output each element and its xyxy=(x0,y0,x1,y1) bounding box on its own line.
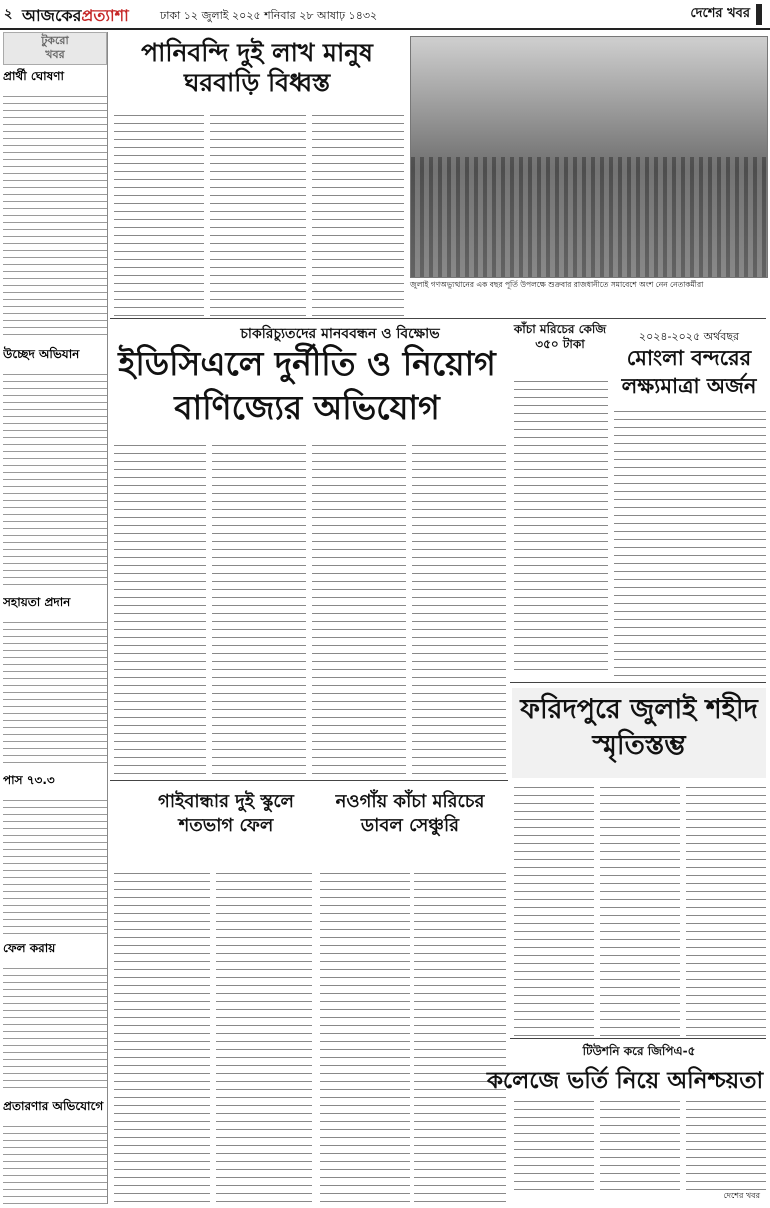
page-header xyxy=(0,0,770,30)
photo-caption: জুলাই গণঅভ্যুত্থানের এক বছর পূর্তি উপলক্ষে শুক্রবার রাজধানীতে সমাবেশে অংশ নেন নেতাকর্মীরা xyxy=(410,280,704,289)
brand-name-b: প্রত্যাশা xyxy=(81,6,129,25)
article-column xyxy=(210,108,306,316)
article-column xyxy=(414,866,506,1204)
briefs-badge xyxy=(3,32,107,65)
kicker-college: টিউশনি করে জিপিএ-৫ xyxy=(582,1044,696,1058)
page-number: ২ xyxy=(4,7,13,22)
article-column xyxy=(600,1094,680,1190)
sidebar-briefs xyxy=(3,32,108,1204)
brief-head: সহায়তা প্রদান xyxy=(3,595,71,609)
article-column xyxy=(686,780,766,1036)
briefs-badge-line1: টুকরো xyxy=(41,34,69,47)
article-column xyxy=(114,866,210,1204)
masthead-logo xyxy=(22,3,129,30)
article-column xyxy=(600,780,680,1036)
article-column xyxy=(686,1094,766,1190)
headline-edcl: ইডিসিএলে দুর্নীতি ও নিয়োগ বাণিজ্যের অভিযোগ xyxy=(118,344,496,427)
article-column xyxy=(312,108,404,316)
brief-body xyxy=(3,90,107,340)
headline-faridpur: ফরিদপুরে জুলাই শহীদ স্মৃতিস্তম্ভ xyxy=(512,688,766,778)
article-column xyxy=(614,404,766,676)
article-column xyxy=(114,108,204,316)
article-column xyxy=(412,438,506,776)
headline-college: কলেজে ভর্তি নিয়ে অনিশ্চয়তা xyxy=(486,1068,764,1094)
headline-gaibandha: গাইবান্ধার দুই স্কুলে শতভাগ ফেল xyxy=(158,791,294,836)
article-column xyxy=(514,374,608,676)
brief-body xyxy=(3,962,107,1092)
section-title: দেশের খবর xyxy=(690,4,762,25)
article-column xyxy=(514,1094,594,1190)
page-footer: দেশের খবর xyxy=(723,1191,760,1200)
brief-body xyxy=(3,368,107,588)
headline-mongla: মোংলা বন্দরের লক্ষ্যমাত্রা অর্জন xyxy=(621,346,757,398)
brief-body xyxy=(3,616,107,766)
headline-flood: পানিবন্দি দুই লাখ মানুষ ঘরবাড়ি বিধ্বস্ত xyxy=(141,38,373,97)
brief-body xyxy=(3,1120,107,1204)
news-photo-rally xyxy=(410,36,768,278)
brief-body xyxy=(3,794,107,934)
headline-chili-a: কাঁচা মরিচের কেজি xyxy=(513,322,607,336)
brief-head: প্রতারণার অভিযোগে xyxy=(3,1099,104,1113)
kicker-mongla: ২০২৪-২০২৫ অর্থবছর xyxy=(638,330,740,343)
headline-chili xyxy=(512,322,608,370)
brief-head: পাস ৭৩.৩ xyxy=(3,773,55,787)
headline-chili-b: ৩৫০ টাকা xyxy=(535,337,585,351)
briefs-badge-line2: খবর xyxy=(45,48,65,61)
article-column xyxy=(312,438,406,776)
article-column xyxy=(216,866,312,1204)
article-column xyxy=(320,866,410,1204)
article-column xyxy=(212,438,306,776)
article-column xyxy=(514,780,594,1036)
brief-head: প্রার্থী ঘোষণা xyxy=(3,69,64,83)
article-column xyxy=(114,438,206,776)
headline-naogaon: নওগাঁয় কাঁচা মরিচের ডাবল সেঞ্চুরি xyxy=(335,791,485,836)
kicker-edcl: চাকরিচ্যুতদের মানববন্ধন ও বিক্ষোভ xyxy=(240,326,440,342)
brief-head: ফেল করায় xyxy=(3,941,56,955)
brief-head: উচ্ছেদ অভিযান xyxy=(3,347,80,361)
brand-name-a: আজকের xyxy=(22,6,82,25)
dateline: ঢাকা ১২ জুলাই ২০২৫ শনিবার ২৮ আষাঢ় ১৪৩২ xyxy=(160,9,378,22)
